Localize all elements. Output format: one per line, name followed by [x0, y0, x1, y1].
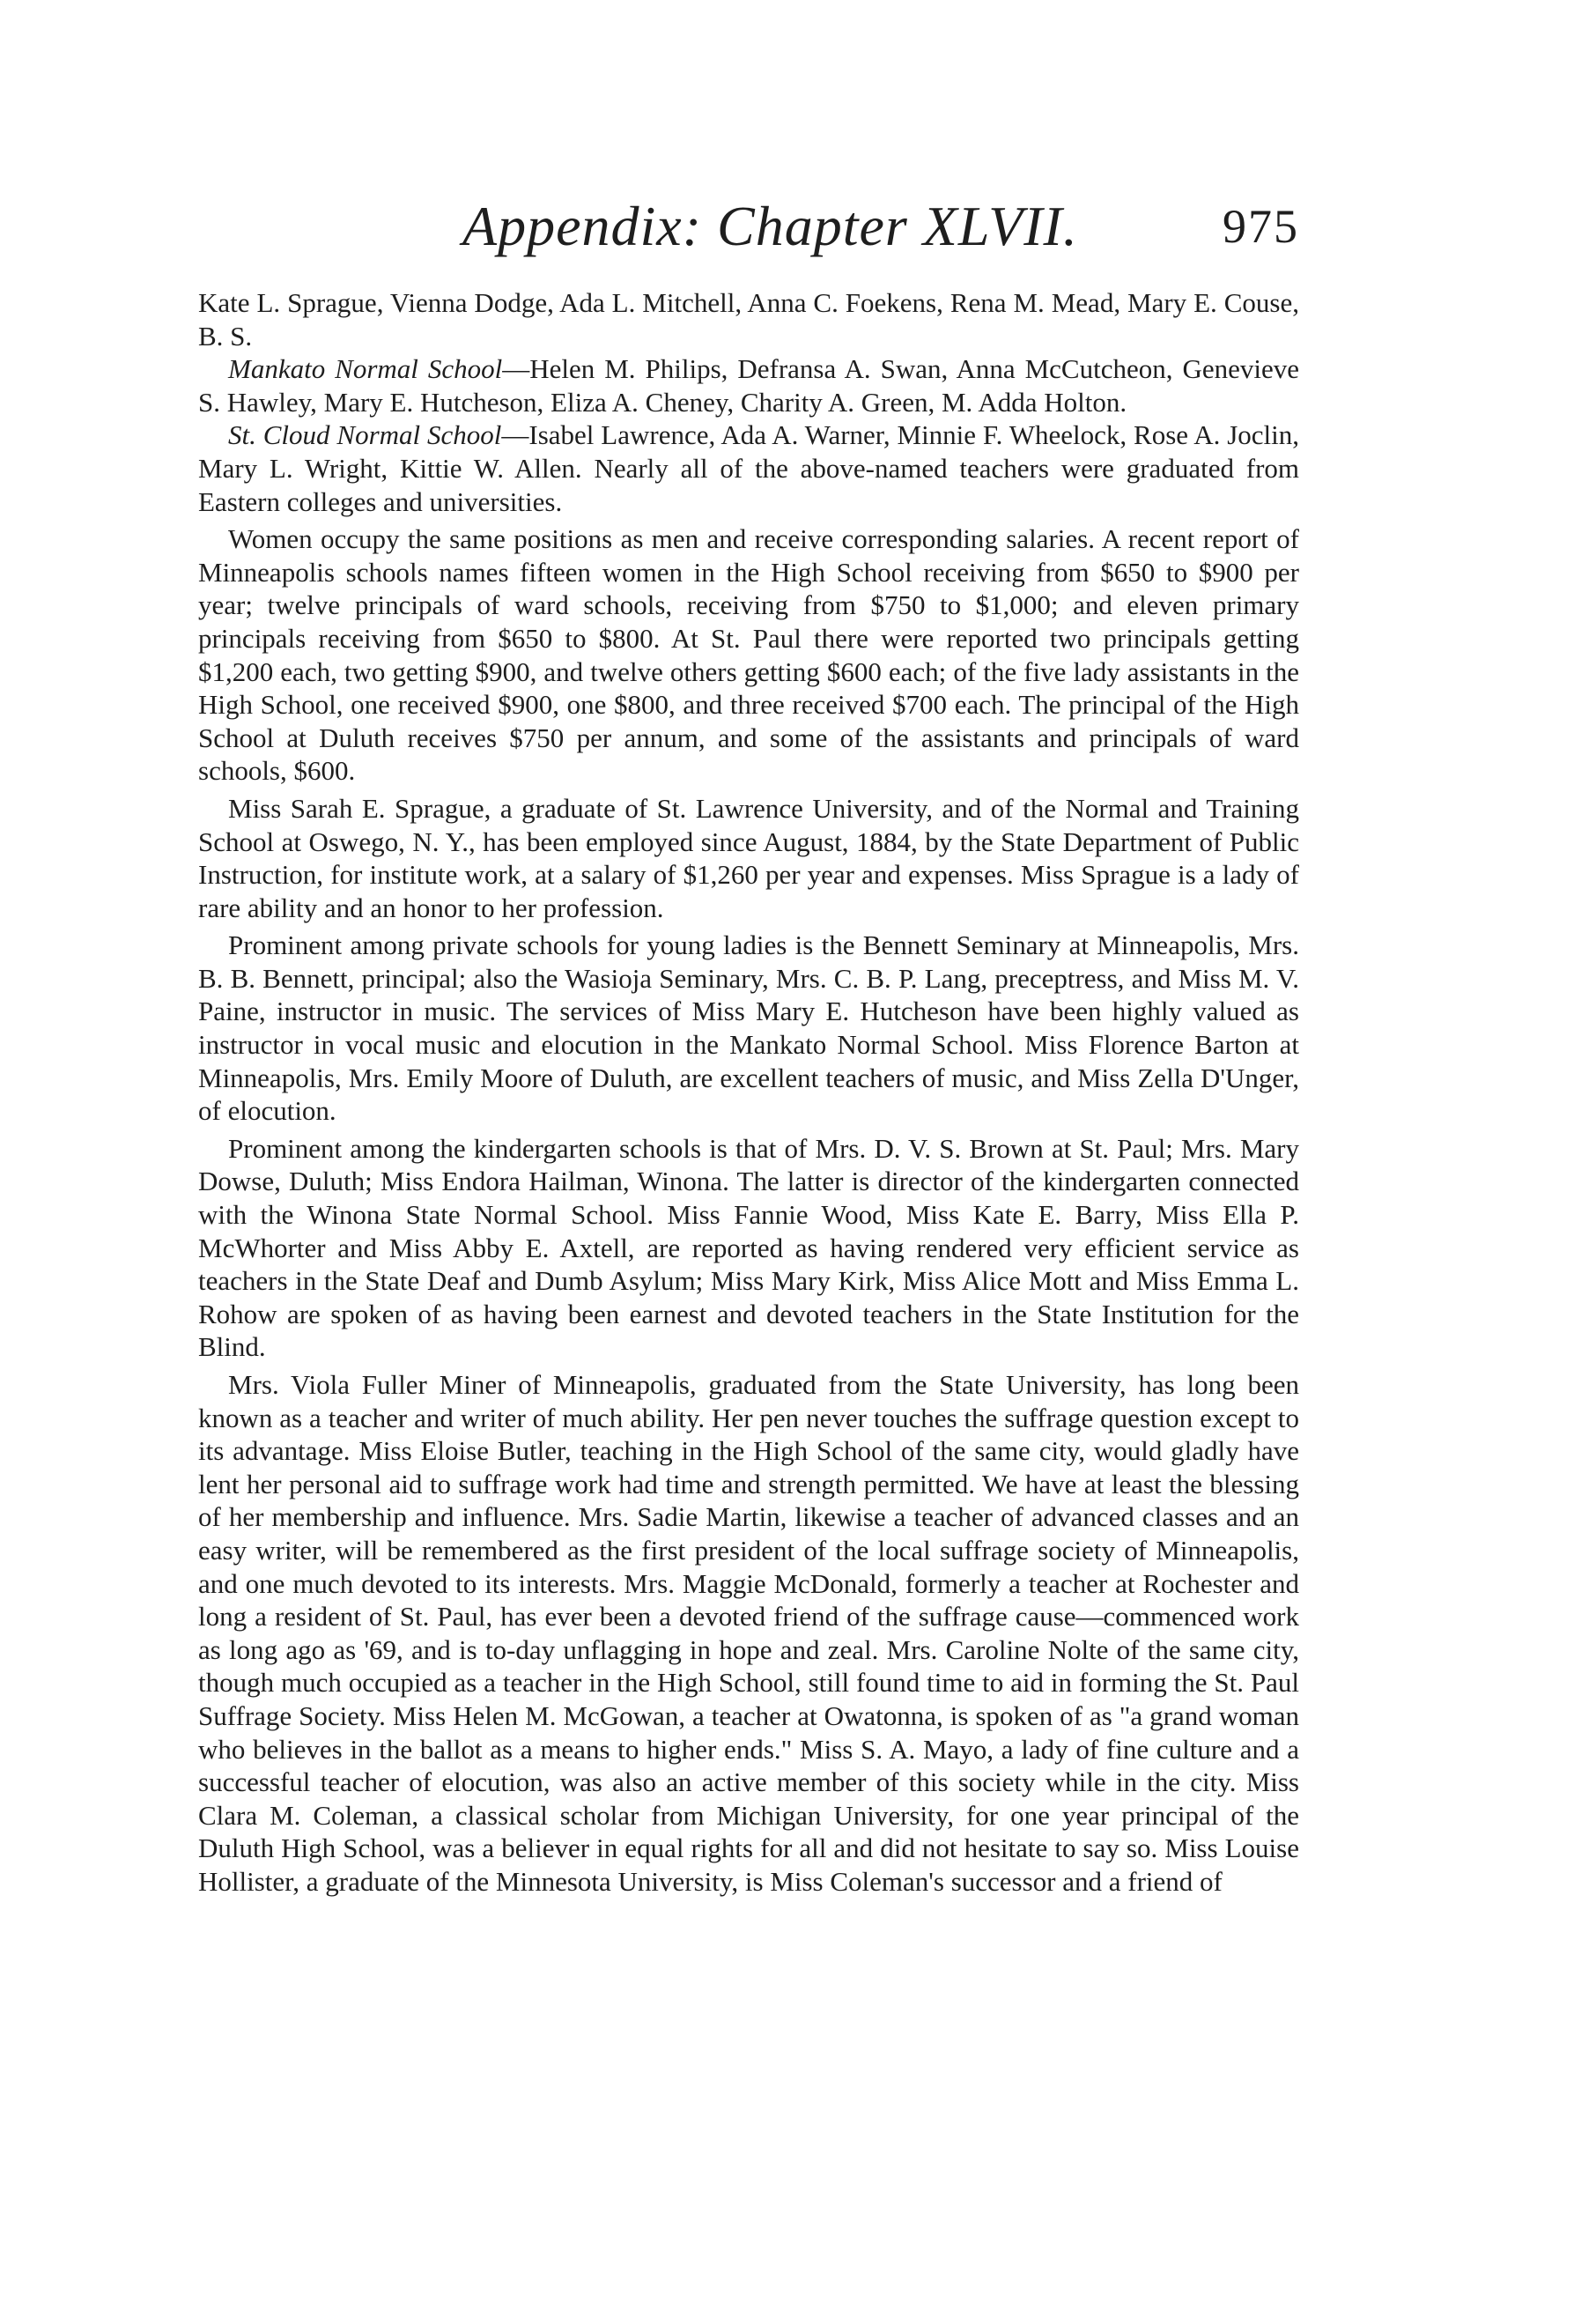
paragraph — [198, 418, 1299, 518]
body-text — [198, 286, 1299, 1899]
school-heading: St. Cloud Normal School — [228, 419, 502, 451]
paragraph — [198, 1132, 1299, 1364]
paragraph-text: —Helen M. Philips, Defransa A. Swan, Anna McCutcheon, Genevieve S. Hawley, Mary E. Hutcheson, Eliza A. Cheney, Charity A. Green, M. Adda Holton. — [198, 353, 1299, 418]
paragraph-text: Miss Sarah E. Sprague, a graduate of St. Lawrence University, and of the Normal and Training School at Oswego, N. Y., has been employed since August, 1884, by the State Department of Public Instruction, for institute work, at a salary of $1,260 per year and expenses. Miss Sprague is a lady of rare ability and an honor to her profession. — [198, 792, 1299, 923]
paragraph-text: —Isabel Lawrence, Ada A. Warner, Minnie F. Wheelock, Rose A. Joclin, Mary L. Wright, Kittie W. Allen. Nearly all of the above-named teachers were graduated from Eastern colleges and universities. — [198, 419, 1300, 517]
paragraph-text: Mrs. Viola Fuller Miner of Minneapolis, graduated from the State University, has long been known as a teacher and writer of much ability. Her pen never touches the suffrage question except to its advantage. Miss Eloise Butler, teaching in the High School of the same city, would gladly have lent her personal aid to suffrage work had time and strength permitted. We have at least the blessing of her membership and influence. Mrs. Sadie Martin, likewise a teacher of advanced classes and an easy writer, will be remembered as the first president of the local suffrage society of Minneapolis, and one much devoted to its interests. Mrs. Maggie McDonald, formerly a teacher at Rochester and long a resident of St. Paul, has ever been a devoted friend of the suffrage cause—commenced work as long ago as '69, and is to-day unflagging in hope and zeal. Mrs. Caroline Nolte of the same city, though much occupied as a teacher in the High School, still found time to aid in forming the St. Paul Suffrage Society. Miss Helen M. McGowan, a teacher at Owatonna, is spoken of as "a grand woman who believes in the ballot as a means to higher ends." Miss S. A. Mayo, a lady of fine culture and a successful teacher of elocution, was also an active member of this society while in the city. Miss Clara M. Coleman, a classical scholar from Michigan University, for one year principal of the Duluth High School, was a believer in equal rights for all and did not hesitate to say so. Miss Louise Hollister, a graduate of the Minnesota University, is Miss Coleman's successor and a friend of — [198, 1369, 1299, 1897]
paragraph — [198, 792, 1299, 924]
paragraph — [198, 286, 1299, 352]
paragraph — [198, 352, 1299, 418]
paragraph — [198, 522, 1299, 788]
page-number: 975 — [1223, 200, 1299, 253]
paragraph — [198, 929, 1299, 1128]
paragraph — [198, 1368, 1299, 1899]
running-head — [198, 194, 1299, 273]
running-title: Appendix: Chapter XLVII. — [462, 195, 1078, 257]
paragraph-text: Kate L. Sprague, Vienna Dodge, Ada L. Mitchell, Anna C. Foekens, Rena M. Mead, Mary E. Couse, B. S. — [198, 287, 1299, 352]
paragraph-text: Women occupy the same positions as men and receive corresponding salaries. A recent report of Minneapolis schools names fifteen women in the High School receiving from $650 to $900 per year; twelve principals of ward schools, receiving from $750 to $1,000; and eleven primary principals receiving from $650 to $800. At St. Paul there were reported two principals getting $1,200 each, two getting $900, and twelve others getting $600 each; of the five lady assistants in the High School, one received $900, one $800, and three received $700 each. The principal of the High School at Duluth receives $750 per annum, and some of the assistants and principals of ward schools, $600. — [198, 523, 1299, 787]
school-heading: Mankato Normal School — [228, 353, 503, 385]
paragraph-text: Prominent among the kindergarten schools is that of Mrs. D. V. S. Brown at St. Paul; Mrs. Mary Dowse, Duluth; Miss Endora Hailman, Winona. The latter is director of the kindergarten connected with the Winona State Normal School. Miss Fannie Wood, Miss Kate E. Barry, Miss Ella P. McWhorter and Miss Abby E. Axtell, are reported as having rendered very efficient service as teachers in the State Deaf and Dumb Asylum; Miss Mary Kirk, Miss Alice Mott and Miss Emma L. Rohow are spoken of as having been earnest and devoted teachers in the State Institution for the Blind. — [198, 1132, 1299, 1363]
paragraph-text: Prominent among private schools for young ladies is the Bennett Seminary at Minneapolis, Mrs. B. B. Bennett, principal; also the Wasioja Seminary, Mrs. C. B. P. Lang, preceptress, and Miss M. V. Paine, instructor in music. The services of Miss Mary E. Hutcheson have been highly valued as instructor in vocal music and elocution in the Mankato Normal School. Miss Florence Barton at Minneapolis, Mrs. Emily Moore of Duluth, are excellent teachers of music, and Miss Zella D'Unger, of elocution. — [198, 929, 1299, 1127]
